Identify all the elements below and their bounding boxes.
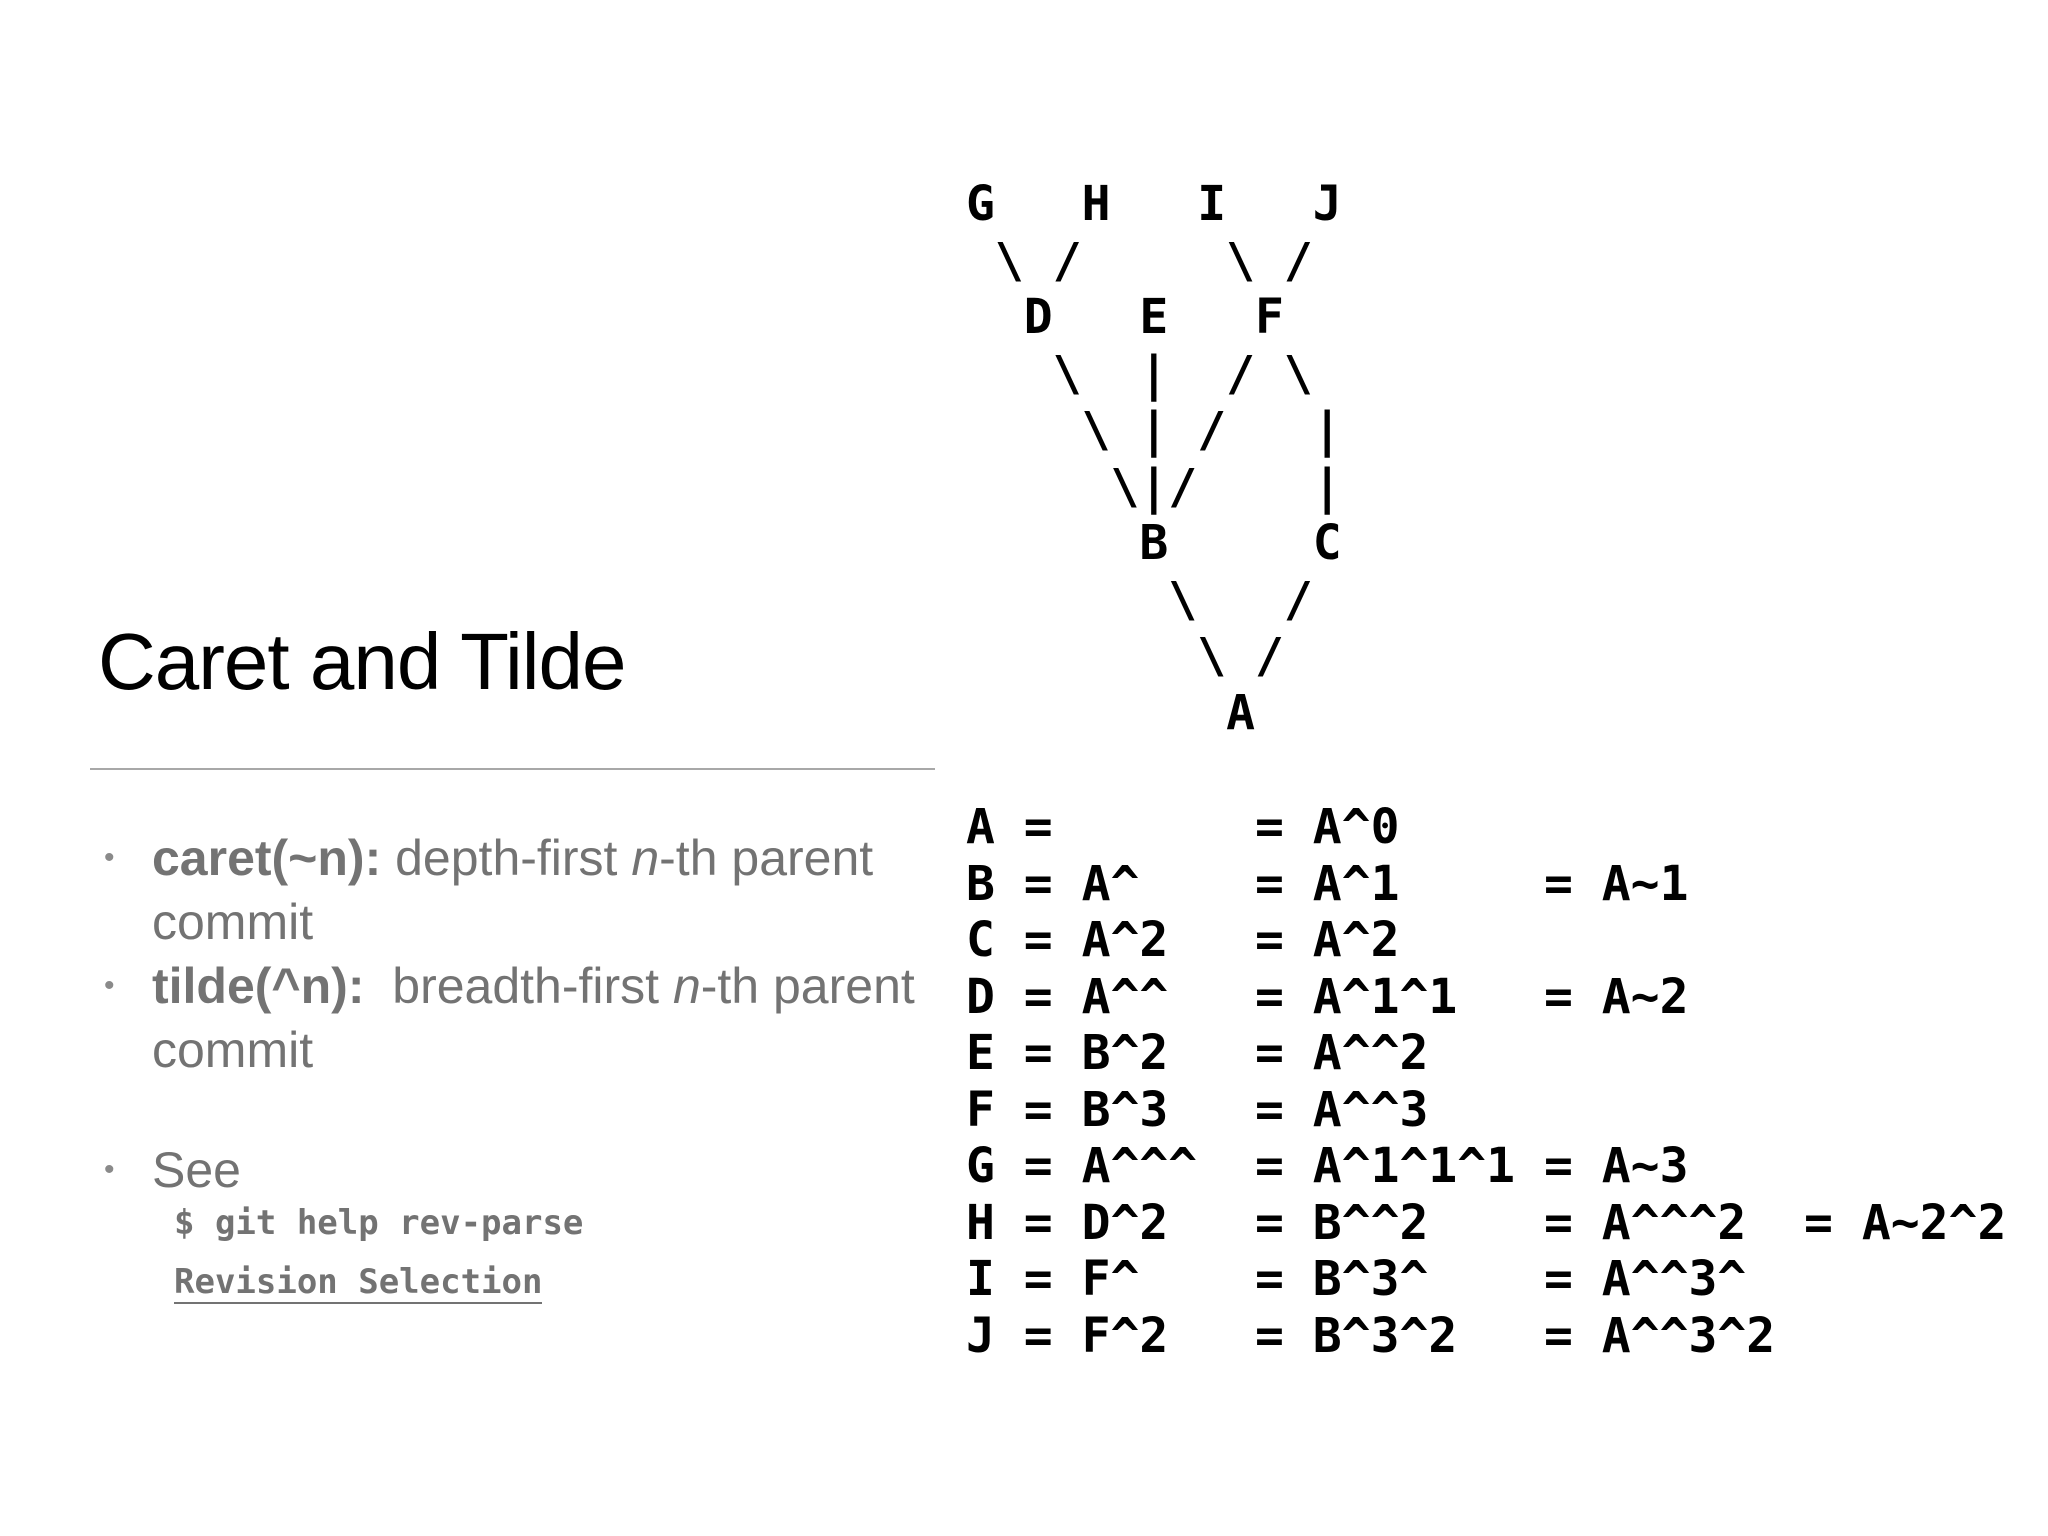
revision-selection-link[interactable]: Revision Selection xyxy=(174,1262,543,1302)
bullet-list xyxy=(96,826,936,1308)
slide-title: Caret and Tilde xyxy=(98,617,626,706)
bullet-see xyxy=(96,1138,936,1308)
bullet-text: See xyxy=(152,1142,241,1198)
bullet-text: breadth-first xyxy=(364,958,673,1014)
bullet-dot-icon: • xyxy=(104,1153,115,1186)
bullet-dot-icon: • xyxy=(104,969,115,1002)
git-help-command: $ git help rev-parse xyxy=(174,1203,584,1243)
bullet-dot-icon: • xyxy=(104,841,115,874)
title-divider xyxy=(90,768,935,770)
bullet-caret xyxy=(96,826,936,954)
bullet-italic-n: n xyxy=(631,830,660,886)
bullet-term: tilde(^n): xyxy=(152,958,365,1014)
bullet-tilde xyxy=(96,954,936,1082)
commit-graph: G H I J \ / \ / D E F \ | / \ \ | / | \|/ | B C \ / \ / A xyxy=(966,176,1342,741)
bullet-text: -th parent commit xyxy=(152,830,874,950)
revision-equations: A = = A^0 B = A^ = A^1 = A~1 C = A^2 = A^2 D = A^^ = A^1^1 = A~2 E = B^2 = A^^2 F = B^3 = A^^3 G = A^^^ = A^1^1^1 = A~3 H = D^2 = B^^2 = A^^^2 = A~2^2 I = F^ = B^3^ = A^^3^ J = F^2 = B^3^2 = A^^3^2 xyxy=(966,799,2007,1364)
bullet-text: -th parent commit xyxy=(152,958,915,1078)
bullet-text: depth-first xyxy=(381,830,632,886)
bullet-term: caret(~n): xyxy=(152,830,382,886)
bullet-italic-n: n xyxy=(672,958,701,1014)
